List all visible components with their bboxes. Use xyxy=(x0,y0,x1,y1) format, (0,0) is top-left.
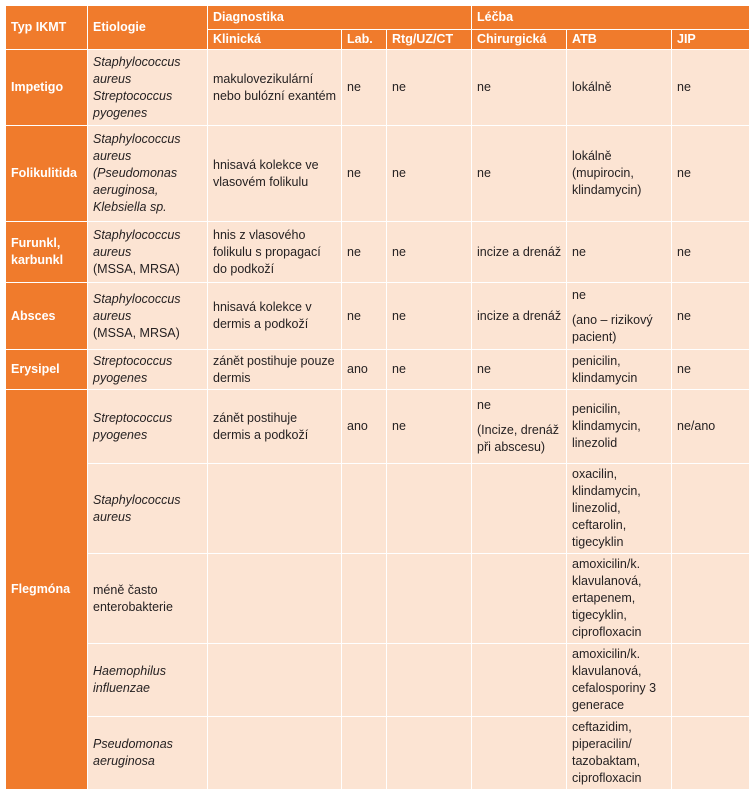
icu-cell xyxy=(672,464,750,554)
row-type: Impetigo xyxy=(6,50,88,126)
table-row xyxy=(6,50,750,126)
header-diagnostika: Diagnostika xyxy=(208,6,472,30)
lab-cell xyxy=(342,717,387,790)
clinical-cell xyxy=(208,644,342,717)
header-etiologie: Etiologie xyxy=(88,6,208,50)
surgical-cell: incize a drenáž xyxy=(472,283,567,350)
etiology-cell xyxy=(88,50,208,126)
icu-cell: ne xyxy=(672,126,750,222)
clinical-cell: zánět postihuje dermis a podkoží xyxy=(208,390,342,464)
etiology-line: Staphylococcus aureus xyxy=(93,54,181,86)
etiology-line: (Pseudomonas aeruginosa, Klebsiella sp. xyxy=(93,166,178,214)
header-lecba: Léčba xyxy=(472,6,750,30)
table-row xyxy=(6,717,750,790)
imaging-cell: ne xyxy=(387,390,472,464)
icu-cell: ne/ano xyxy=(672,390,750,464)
surgical-cell: ne xyxy=(472,126,567,222)
clinical-cell: hnisavá kolekce ve vlasovém folikulu xyxy=(208,126,342,222)
imaging-cell: ne xyxy=(387,126,472,222)
clinical-cell: makulovezikulární nebo bulózní exantém xyxy=(208,50,342,126)
header-klinicka: Klinická xyxy=(208,30,342,50)
etiology-cell: Streptococcus pyogenes xyxy=(88,390,208,464)
etiology-cell xyxy=(88,283,208,350)
surgical-cell xyxy=(472,464,567,554)
etiology-cell: méně často enterobakterie xyxy=(88,554,208,644)
imaging-cell: ne xyxy=(387,350,472,390)
atb-line: (ano – rizikový pacient) xyxy=(572,312,653,344)
atb-cell: amoxicilin/k. klavulanová, cefalosporiny 3 generace xyxy=(567,644,672,717)
table-row xyxy=(6,283,750,350)
clinical-cell xyxy=(208,717,342,790)
table-row xyxy=(6,554,750,644)
clinical-cell xyxy=(208,554,342,644)
table-row xyxy=(6,644,750,717)
etiology-cell: Haemophilus influenzae xyxy=(88,644,208,717)
imaging-cell xyxy=(387,644,472,717)
icu-cell xyxy=(672,554,750,644)
atb-cell: penicilin, klindamycin xyxy=(567,350,672,390)
surgical-line: ne xyxy=(477,398,491,412)
etiology-line: (MSSA, MRSA) xyxy=(93,261,180,276)
clinical-cell: zánět postihuje pouze dermis xyxy=(208,350,342,390)
surgical-cell: ne xyxy=(472,50,567,126)
etiology-cell xyxy=(88,222,208,283)
table-row xyxy=(6,464,750,554)
icu-cell: ne xyxy=(672,50,750,126)
imaging-cell: ne xyxy=(387,50,472,126)
ikmt-table xyxy=(5,5,750,790)
header-chirurgicka: Chirurgická xyxy=(472,30,567,50)
etiology-cell xyxy=(88,126,208,222)
imaging-cell xyxy=(387,464,472,554)
icu-cell: ne xyxy=(672,350,750,390)
lab-cell: ne xyxy=(342,222,387,283)
surgical-cell: ne xyxy=(472,350,567,390)
atb-cell: ceftazidim, piperacilin/ tazobaktam, ciprofloxacin xyxy=(567,717,672,790)
header-jip: JIP xyxy=(672,30,750,50)
atb-cell: lokálně xyxy=(567,50,672,126)
table-row xyxy=(6,390,750,464)
lab-cell xyxy=(342,554,387,644)
icu-cell xyxy=(672,717,750,790)
surgical-cell xyxy=(472,644,567,717)
lab-cell: ne xyxy=(342,126,387,222)
imaging-cell xyxy=(387,717,472,790)
row-type: Absces xyxy=(6,283,88,350)
etiology-cell: Pseudomonas aeruginosa xyxy=(88,717,208,790)
imaging-cell: ne xyxy=(387,222,472,283)
lab-cell: ne xyxy=(342,50,387,126)
etiology-cell: Streptococcus pyogenes xyxy=(88,350,208,390)
atb-cell: lokálně (mupirocin, klindamycin) xyxy=(567,126,672,222)
lab-cell xyxy=(342,644,387,717)
surgical-cell xyxy=(472,390,567,464)
lab-cell: ano xyxy=(342,350,387,390)
header-rtg: Rtg/UZ/CT xyxy=(387,30,472,50)
icu-cell: ne xyxy=(672,283,750,350)
lab-cell: ne xyxy=(342,283,387,350)
atb-line: ne xyxy=(572,287,586,302)
row-type: Erysipel xyxy=(6,350,88,390)
etiology-line: Staphylococcus aureus xyxy=(93,132,181,163)
clinical-cell: hnis z vlasového folikulu s propagací do podkoží xyxy=(208,222,342,283)
etiology-line: Streptococcus pyogenes xyxy=(93,88,173,120)
table-row xyxy=(6,126,750,222)
imaging-cell: ne xyxy=(387,283,472,350)
lab-cell xyxy=(342,464,387,554)
surgical-cell xyxy=(472,717,567,790)
row-type: Folikulitida xyxy=(6,126,88,222)
header-lab: Lab. xyxy=(342,30,387,50)
imaging-cell xyxy=(387,554,472,644)
etiology-line: Staphylococcus aureus xyxy=(93,227,181,259)
row-type: Furunkl, karbunkl xyxy=(6,222,88,283)
clinical-cell: hnisavá kolekce v dermis a podkoží xyxy=(208,283,342,350)
row-type: Flegmóna xyxy=(6,390,88,790)
table-row xyxy=(6,350,750,390)
etiology-line: (MSSA, MRSA) xyxy=(93,325,180,340)
icu-cell xyxy=(672,644,750,717)
atb-cell: amoxicilin/k. klavulanová, ertapenem, tigecyklin, ciprofloxacin xyxy=(567,554,672,644)
atb-cell: ne xyxy=(567,222,672,283)
header-atb: ATB xyxy=(567,30,672,50)
icu-cell: ne xyxy=(672,222,750,283)
atb-cell: penicilin, klindamycin, linezolid xyxy=(567,390,672,464)
lab-cell: ano xyxy=(342,390,387,464)
header-typ: Typ IKMT xyxy=(6,6,88,50)
surgical-cell: incize a drenáž xyxy=(472,222,567,283)
etiology-line: Staphylococcus aureus xyxy=(93,291,181,323)
surgical-line: (Incize, drenáž při abscesu) xyxy=(477,423,559,454)
atb-cell xyxy=(567,283,672,350)
table-row xyxy=(6,222,750,283)
etiology-cell: Staphylococcus aureus xyxy=(88,464,208,554)
surgical-cell xyxy=(472,554,567,644)
atb-cell: oxacilin, klindamycin, linezolid, ceftarolin, tigecyklin xyxy=(567,464,672,554)
clinical-cell xyxy=(208,464,342,554)
